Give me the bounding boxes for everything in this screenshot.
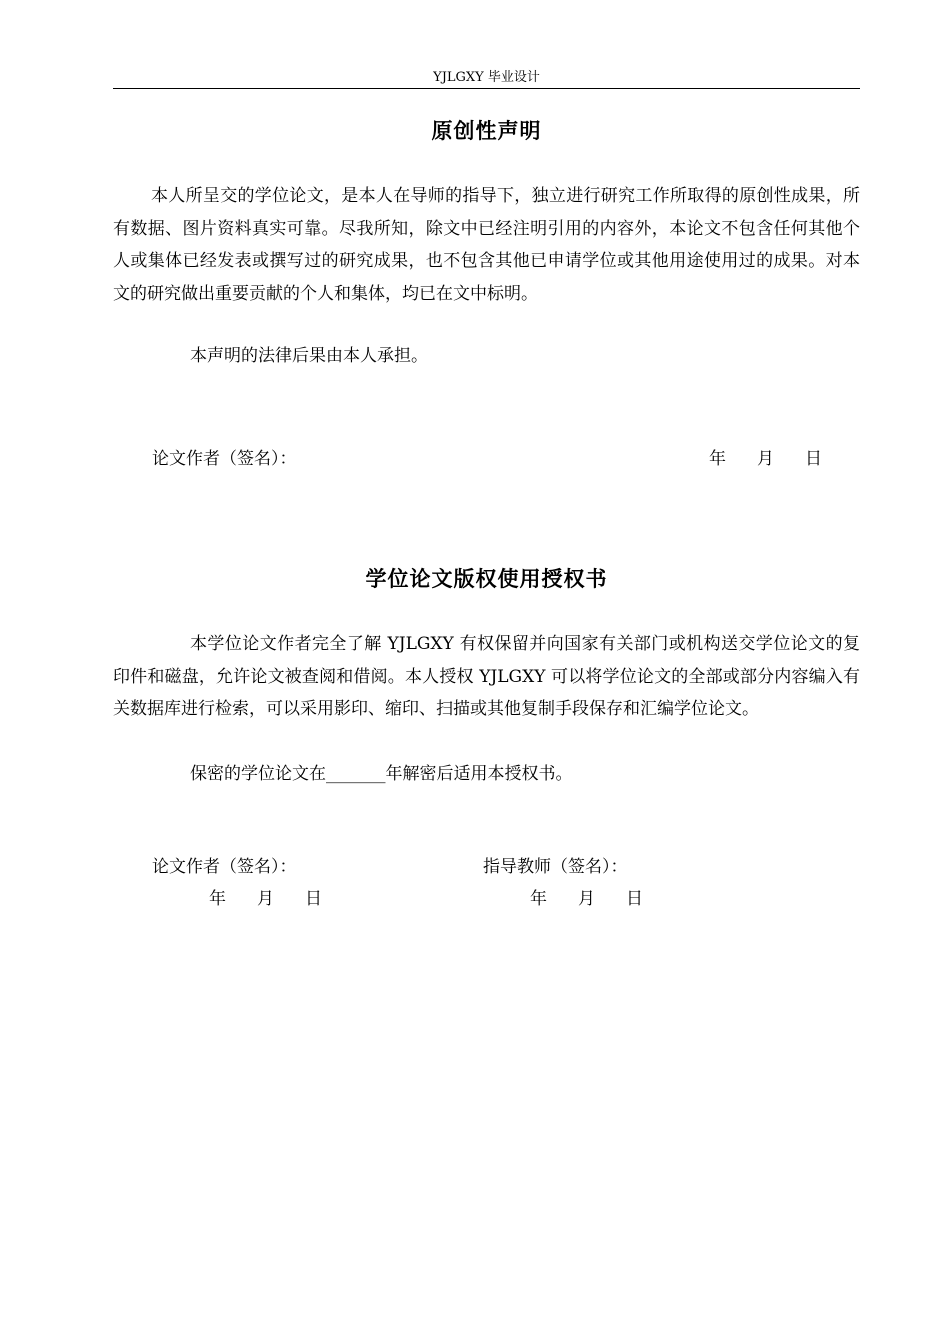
- page-header: YJLGXY 毕业设计: [433, 70, 540, 85]
- authorization-paragraph: 本学位论文作者完全了解 YJLGXY 有权保留并向国家有关部门或机构送交学位论文的复印件和磁盘，允许论文被查阅和借阅。本人授权 YJLGXY 可以将学位论文的全部或部分内容编入有关数据库进行检索，可以采用影印、缩印、扫描或其他复制手段保存和汇编学位论文。: [113, 634, 860, 719]
- declaration-author-signature-label: 论文作者（签名）：: [152, 449, 297, 469]
- declaration-title: 原创性声明: [431, 119, 542, 143]
- authorization-title: 学位论文版权使用授权书: [365, 567, 608, 591]
- date-day: 日: [305, 889, 322, 909]
- date-year: 年: [530, 889, 547, 909]
- date-year: 年: [709, 449, 726, 469]
- authorization-secrecy-note: 保密的学位论文在_______年解密后适用本授权书。: [190, 764, 573, 784]
- authorization-author-date: [209, 887, 322, 911]
- advisor-signature-label: 指导教师（签名）：: [483, 857, 628, 877]
- advisor-date: [530, 887, 643, 911]
- date-year: 年: [209, 889, 226, 909]
- date-month: 月: [757, 449, 774, 469]
- header-rule: [113, 88, 860, 89]
- declaration-paragraph: 本人所呈交的学位论文，是本人在导师的指导下，独立进行研究工作所取得的原创性成果，所有数据、图片资料真实可靠。尽我所知，除文中已经注明引用的内容外，本论文不包含任何其他个人或集体已经发表或撰写过的研究成果，也不包含其他已申请学位或其他用途使用过的成果。对本文的研究做出重要贡献的个人和集体，均已在文中标明。: [113, 186, 860, 304]
- declaration-legal-note: 本声明的法律后果由本人承担。: [190, 346, 428, 366]
- date-month: 月: [257, 889, 274, 909]
- authorization-author-signature-label: 论文作者（签名）：: [152, 857, 297, 877]
- declaration-date: [709, 447, 822, 471]
- date-month: 月: [578, 889, 595, 909]
- date-day: 日: [805, 449, 822, 469]
- date-day: 日: [626, 889, 643, 909]
